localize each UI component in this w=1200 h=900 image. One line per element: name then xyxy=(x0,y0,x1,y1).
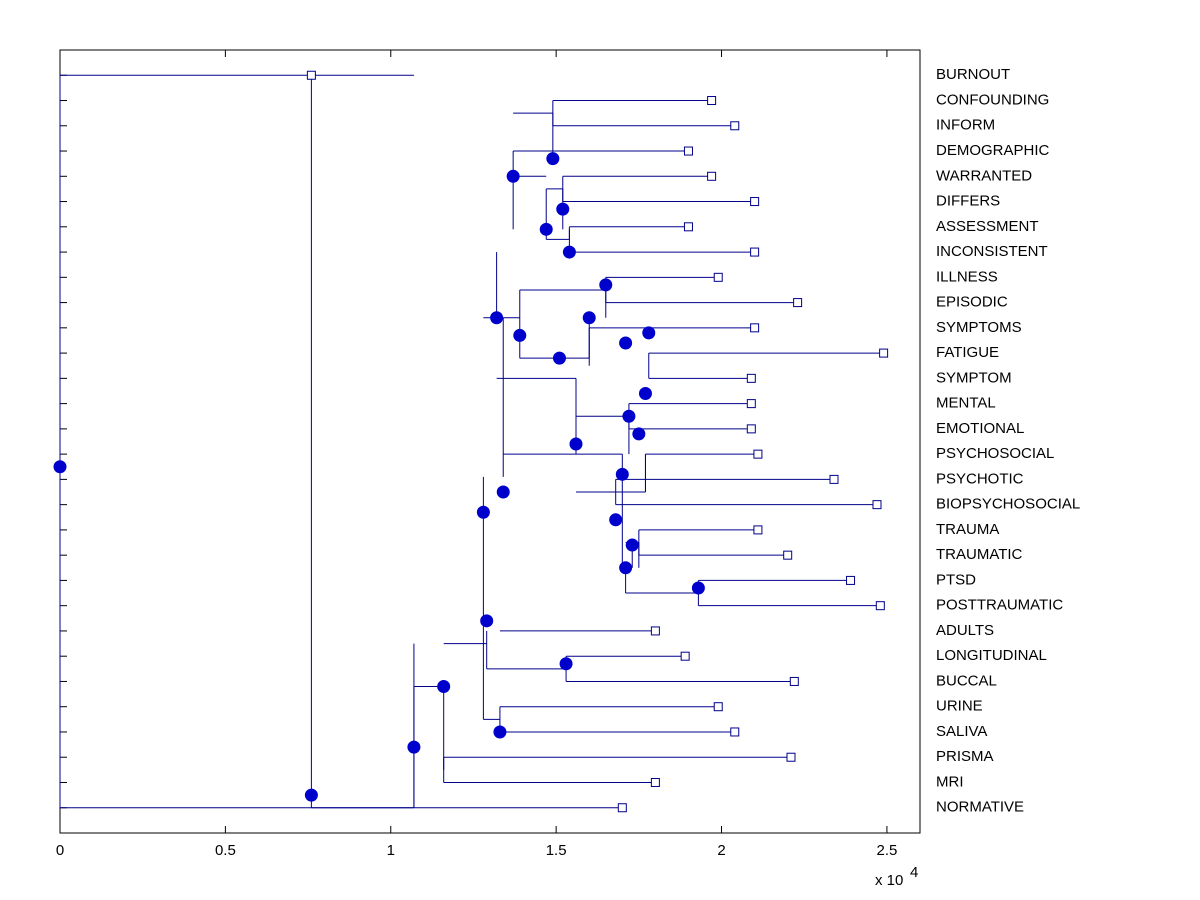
cluster-node-marker xyxy=(570,438,582,450)
leaf-endpoint-marker xyxy=(731,728,739,736)
leaf-label: SYMPTOM xyxy=(936,369,1012,387)
leaf-label: INCONSISTENT xyxy=(936,243,1048,261)
cluster-node-marker xyxy=(497,486,509,498)
leaf-label: PTSD xyxy=(936,571,977,589)
leaf-label: MRI xyxy=(936,773,964,791)
leaf-label: EPISODIC xyxy=(936,293,1008,311)
cluster-node-marker xyxy=(54,461,66,473)
leaf-label: URINE xyxy=(936,697,983,715)
leaf-endpoint-marker xyxy=(714,703,722,711)
cluster-node-marker xyxy=(408,741,420,753)
cluster-node-marker xyxy=(540,223,552,235)
leaf-endpoint-marker xyxy=(714,273,722,281)
leaf-endpoint-marker xyxy=(747,400,755,408)
cluster-node-marker xyxy=(305,789,317,801)
leaf-endpoint-marker xyxy=(794,299,802,307)
cluster-node-marker xyxy=(692,582,704,594)
leaf-endpoint-marker xyxy=(784,551,792,559)
leaf-label: NORMATIVE xyxy=(936,798,1025,816)
cluster-node-marker xyxy=(623,410,635,422)
leaf-label: BURNOUT xyxy=(936,66,1011,84)
cluster-node-marker xyxy=(616,468,628,480)
cluster-node-marker xyxy=(633,428,645,440)
x-axis-tick-label: 2 xyxy=(717,842,726,859)
cluster-node-marker xyxy=(481,615,493,627)
leaf-endpoint-marker xyxy=(787,753,795,761)
leaf-label: DEMOGRAPHIC xyxy=(936,142,1050,160)
leaf-endpoint-marker xyxy=(684,223,692,231)
leaf-endpoint-marker xyxy=(708,97,716,105)
leaf-endpoint-marker xyxy=(651,778,659,786)
cluster-node-marker xyxy=(610,514,622,526)
cluster-node-marker xyxy=(643,327,655,339)
leaf-label: PRISMA xyxy=(936,748,994,766)
leaf-endpoint-marker xyxy=(618,804,626,812)
leaf-label: DIFFERS xyxy=(936,192,1001,210)
leaf-label: SYMPTOMS xyxy=(936,318,1022,336)
leaf-endpoint-marker xyxy=(751,198,759,206)
leaf-label: TRAUMATIC xyxy=(936,546,1023,564)
cluster-node-marker xyxy=(507,170,519,182)
leaf-label: SALIVA xyxy=(936,722,988,740)
leaf-label: ASSESSMENT xyxy=(936,217,1039,235)
plot-frame xyxy=(60,50,920,833)
cluster-node-marker xyxy=(553,352,565,364)
leaf-endpoint-marker xyxy=(754,526,762,534)
leaf-endpoint-marker xyxy=(790,677,798,685)
leaf-label: BIOPSYCHOSOCIAL xyxy=(936,495,1081,513)
leaf-label: PSYCHOTIC xyxy=(936,470,1024,488)
leaf-endpoint-marker xyxy=(747,425,755,433)
leaf-label: FATIGUE xyxy=(936,344,1000,362)
leaf-label: INFORM xyxy=(936,116,996,134)
cluster-node-marker xyxy=(563,246,575,258)
cluster-node-marker xyxy=(626,539,638,551)
leaf-endpoint-marker xyxy=(731,122,739,130)
cluster-node-marker xyxy=(620,562,632,574)
cluster-node-marker xyxy=(477,506,489,518)
leaf-endpoint-marker xyxy=(847,576,855,584)
leaf-endpoint-marker xyxy=(754,450,762,458)
cluster-node-marker xyxy=(620,337,632,349)
x-axis-tick-label: 0 xyxy=(55,842,65,859)
leaf-label: PSYCHOSOCIAL xyxy=(936,445,1055,463)
cluster-node-marker xyxy=(547,153,559,165)
x-axis-exponent-base: x 10 xyxy=(875,872,904,889)
leaf-endpoint-marker xyxy=(873,501,881,509)
leaf-label: ADULTS xyxy=(936,621,995,639)
cluster-node-marker xyxy=(438,681,450,693)
x-axis-tick-label: 1.5 xyxy=(545,842,567,859)
leaf-endpoint-marker xyxy=(751,324,759,332)
cluster-node-marker xyxy=(494,726,506,738)
cluster-node-marker xyxy=(557,203,569,215)
x-axis-tick-label: 2.5 xyxy=(876,842,898,859)
x-axis-tick-label: 1 xyxy=(386,842,395,859)
leaf-endpoint-marker xyxy=(708,172,716,180)
cluster-node-marker xyxy=(639,388,651,400)
leaf-endpoint-marker xyxy=(880,349,888,357)
leaf-endpoint-marker xyxy=(876,602,884,610)
x-axis-exponent-power: 4 xyxy=(910,864,919,881)
cluster-node-marker xyxy=(583,312,595,324)
leaf-endpoint-marker xyxy=(684,147,692,155)
leaf-label: ILLNESS xyxy=(936,268,998,286)
x-axis-exponent-label xyxy=(875,864,918,889)
cluster-node-marker xyxy=(514,329,526,341)
leaf-endpoint-marker xyxy=(651,627,659,635)
leaf-endpoint-marker xyxy=(307,71,315,79)
leaf-label: TRAUMA xyxy=(936,520,1000,538)
leaf-endpoint-marker xyxy=(751,248,759,256)
leaf-label: BUCCAL xyxy=(936,672,997,690)
leaf-endpoint-marker xyxy=(681,652,689,660)
leaf-label: WARRANTED xyxy=(936,167,1033,185)
leaf-label: MENTAL xyxy=(936,394,996,412)
leaf-label: CONFOUNDING xyxy=(936,91,1050,109)
leaf-label: EMOTIONAL xyxy=(936,419,1025,437)
leaf-endpoint-marker xyxy=(747,374,755,382)
leaf-label: POSTTRAUMATIC xyxy=(936,596,1064,614)
cluster-node-marker xyxy=(560,658,572,670)
leaf-label: LONGITUDINAL xyxy=(936,647,1047,665)
leaf-endpoint-marker xyxy=(830,475,838,483)
cluster-node-marker xyxy=(600,279,612,291)
cluster-node-marker xyxy=(491,312,503,324)
x-axis-tick-label: 0.5 xyxy=(214,842,236,859)
